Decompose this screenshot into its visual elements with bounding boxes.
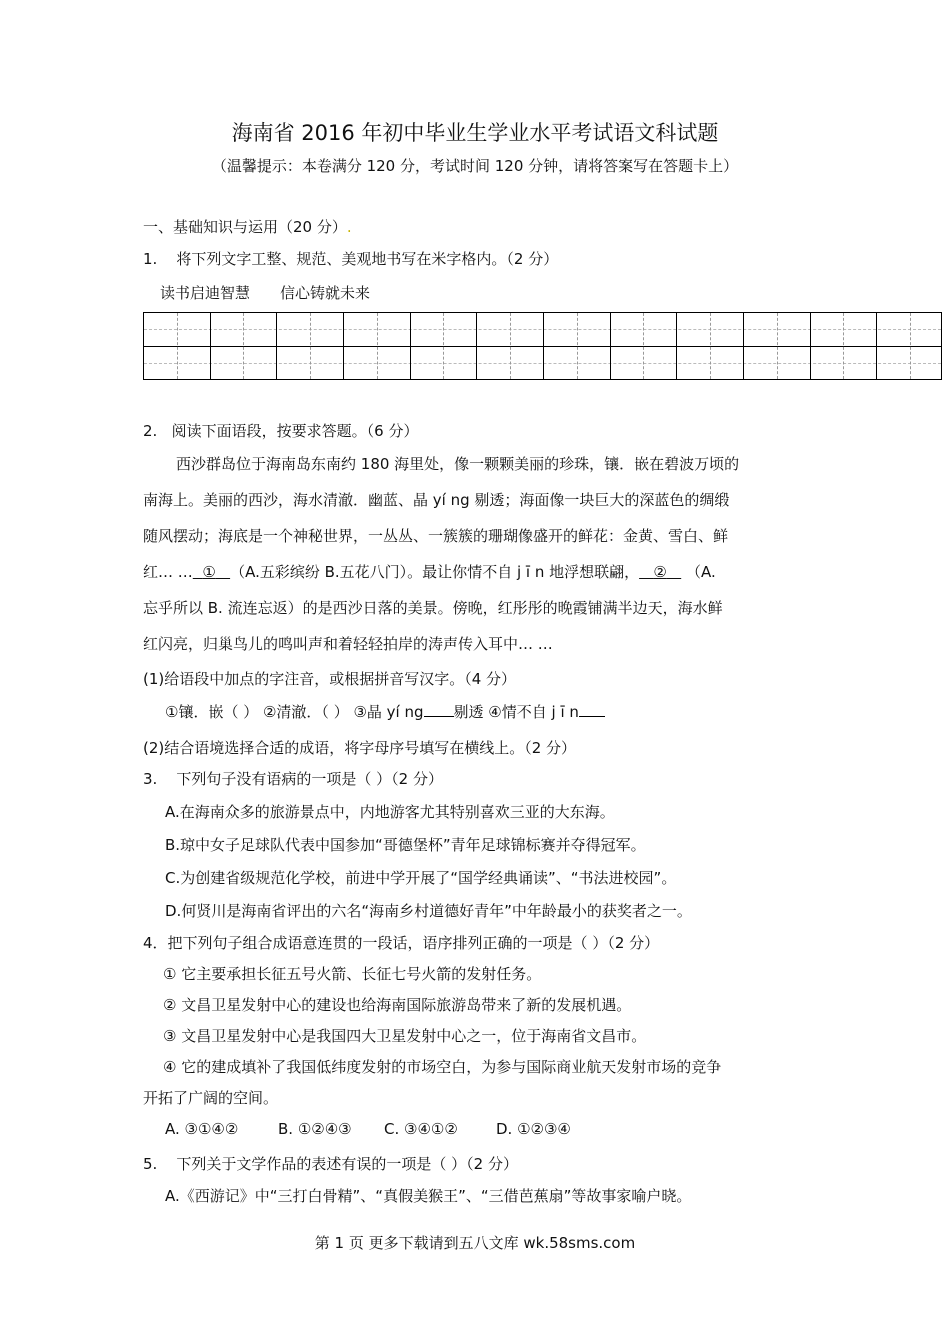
passage-line: 随风摆动；海底是一个神秘世界，一丛丛、一簇簇的珊瑚像盛开的鲜花：金黄、雪白、鲜 <box>143 527 729 545</box>
page-subtitle: （温馨提示：本卷满分 120 分，考试时间 120 分钟，请将答案写在答题卡上） <box>211 157 739 175</box>
q4-option-c: C. ③④①② <box>384 1120 458 1138</box>
q4-option-b: B. ①②④③ <box>278 1120 352 1138</box>
q4-item: ④ 它的建成填补了我国低纬度发射的市场空白，为参与国际商业航天发射市场的竞争 <box>163 1058 722 1076</box>
q1-chars: 读书启迪智慧 信心铸就未来 <box>160 284 371 302</box>
question-3: 3. 下列句子没有语病的一项是（ ）（2 分） <box>143 770 443 788</box>
q4-option-d: D. ①②③④ <box>496 1120 571 1138</box>
q2-sub1-items: ①镶．嵌（ ） ②清澈．（ ） ③晶 yí ng 剔透 ④情不自 j ī n <box>165 701 605 722</box>
passage-line: 南海上。美丽的西沙，海水清澈．幽蓝、晶 yí ng 剔透；海面像一块巨大的深蓝色的绸缎 <box>143 491 730 509</box>
q2-sub2: (2)结合语境选择合适的成语，将字母序号填写在横线上。（2 分） <box>143 739 577 757</box>
question-1: 1. 将下列文字工整、规范、美观地书写在米字格内。（2 分） <box>143 250 559 268</box>
q2-sub1: (1)给语段中加点的字注音，或根据拼音写汉字。（4 分） <box>143 670 517 688</box>
question-5: 5. 下列关于文学作品的表述有误的一项是（ ）（2 分） <box>143 1155 518 1173</box>
writing-grid <box>143 312 942 380</box>
page-footer: 第 1 页 更多下载请到五八文库 wk.58sms.com <box>314 1234 636 1252</box>
q4-item: ① 它主要承担长征五号火箭、长征七号火箭的发射任务。 <box>163 965 542 983</box>
option-a: A.在海南众多的旅游景点中，内地游客尤其特别喜欢三亚的大东海。 <box>165 803 615 821</box>
passage-line: 忘乎所以 B. 流连忘返）的是西沙日落的美景。傍晚，红彤彤的晚霞铺满半边天，海水鲜 <box>143 599 723 617</box>
passage-line: 西沙群岛位于海南岛东南约 180 海里处，像一颗颗美丽的珍珠，镶．嵌在碧波万顷的 <box>176 455 740 473</box>
option-c: C.为创建省级规范化学校，前进中学开展了“国学经典诵读”、“书法进校园”。 <box>165 869 677 887</box>
q5-option-a: A.《西游记》中“三打白骨精”、“真假美猴王”、“三借芭蕉扇”等故事家喻户晓。 <box>165 1187 692 1205</box>
option-d: D.何贤川是海南省评出的六名“海南乡村道德好青年”中年龄最小的获奖者之一。 <box>165 902 692 920</box>
q4-item: ③ 文昌卫星发射中心是我国四大卫星发射中心之一，位于海南省文昌市。 <box>163 1027 647 1045</box>
section-heading: 一、基础知识与运用（20 分）. <box>143 218 352 236</box>
passage-line: 红闪亮，归巢鸟儿的鸣叫声和着轻轻拍岸的涛声传入耳中… … <box>143 635 553 653</box>
question-4: 4．把下列句子组合成语意连贯的一段话，语序排列正确的一项是（ ）（2 分） <box>143 934 660 952</box>
passage-line: 红… … ① （A.五彩缤纷 B.五花八门）。最让你情不自 j ī n 地浮想联翩， ② （A. <box>143 563 716 581</box>
option-b: B.琼中女子足球队代表中国参加“哥德堡杯”青年足球锦标赛并夺得冠军。 <box>165 836 646 854</box>
q4-item-cont: 开拓了广阔的空间。 <box>143 1089 279 1107</box>
question-2: 2. 阅读下面语段，按要求答题。（6 分） <box>143 422 419 440</box>
q4-option-a: A. ③①④② <box>165 1120 239 1138</box>
page-title: 海南省 2016 年初中毕业生学业水平考试语文科试题 <box>231 121 719 145</box>
q4-item: ② 文昌卫星发射中心的建设也给海南国际旅游岛带来了新的发展机遇。 <box>163 996 632 1014</box>
